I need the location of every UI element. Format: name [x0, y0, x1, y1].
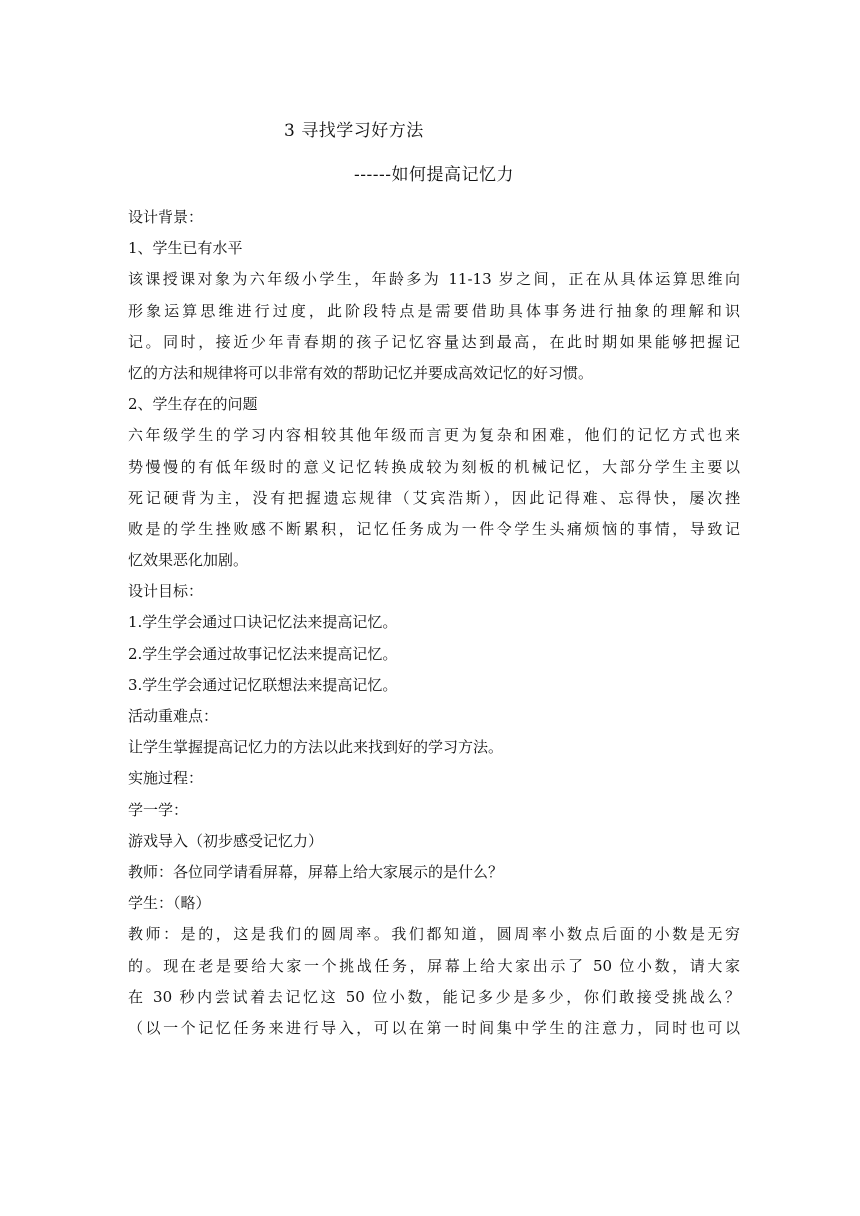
- paragraph-line: 学一学：: [128, 800, 189, 819]
- paragraph-line: 设计目标：: [128, 582, 204, 601]
- paragraph-line: 死记硬背为主，没有把握遗忘规律（艾宾浩斯），因此记得难、忘得快，屡次挫: [128, 488, 740, 507]
- paragraph-line: 六年级学生的学习内容相较其他年级而言更为复杂和困难，他们的记忆方式也来: [128, 426, 740, 445]
- document-subtitle: ------如何提高记忆力: [354, 165, 514, 185]
- paragraph-line: 实施过程：: [128, 769, 204, 788]
- paragraph-line: 败是的学生挫败感不断累积，记忆任务成为一件令学生头痛烦恼的事情，导致记: [128, 519, 740, 538]
- paragraph-line: 游戏导入（初步感受记忆力）: [128, 831, 324, 850]
- document-title: 3 寻找学习好方法: [284, 121, 424, 141]
- paragraph-line: 1.学生学会通过口诀记忆法来提高记忆。: [128, 613, 398, 632]
- paragraph-line: 活动重难点：: [128, 707, 219, 725]
- paragraph-line: 让学生掌握提高记忆力的方法以此来找到好的学习方法。: [128, 738, 504, 757]
- paragraph-line: 势慢慢的有低年级时的意义记忆转换成较为刻板的机械记忆，大部分学生主要以: [128, 457, 740, 476]
- paragraph-line: 设计背景：: [128, 208, 204, 226]
- paragraph-line: 忆的方法和规律将可以非常有效的帮助记忆并要成高效记忆的好习惯。: [128, 363, 594, 382]
- paragraph-line: 3.学生学会通过记忆联想法来提高记忆。: [128, 675, 398, 694]
- paragraph-line: 形象运算思维进行过度，此阶段特点是需要借助具体事务进行抽象的理解和识: [128, 301, 740, 320]
- paragraph-line: （以一个记忆任务来进行导入，可以在第一时间集中学生的注意力，同时也可以: [128, 1018, 740, 1037]
- paragraph-line: 在 30 秒内尝试着去记忆这 50 位小数，能记多少是多少，你们敢接受挑战么？: [128, 987, 740, 1006]
- paragraph-line: 1、学生已有水平: [128, 239, 243, 258]
- paragraph-line: 记。同时，接近少年青春期的孩子记忆容量达到最高，在此时期如果能够把握记: [128, 332, 740, 351]
- paragraph-line: 教师：是的，这是我们的圆周率。我们都知道，圆周率小数点后面的小数是无穷: [128, 925, 740, 944]
- paragraph-line: 忆效果恶化加剧。: [128, 551, 249, 570]
- paragraph-line: 的。现在老是要给大家一个挑战任务，屏幕上给大家出示了 50 位小数，请大家: [128, 956, 740, 975]
- paragraph-line: 2、学生存在的问题: [128, 395, 258, 414]
- paragraph-line: 学生：（略）: [128, 894, 211, 913]
- paragraph-line: 该课授课对象为六年级小学生，年龄多为 11-13 岁之间，正在从具体运算思维向: [128, 270, 740, 289]
- paragraph-line: 2.学生学会通过故事记忆法来提高记忆。: [128, 644, 398, 663]
- paragraph-line: 教师：各位同学请看屏幕，屏幕上给大家展示的是什么？: [128, 862, 504, 881]
- document-body: [128, 202, 740, 1044]
